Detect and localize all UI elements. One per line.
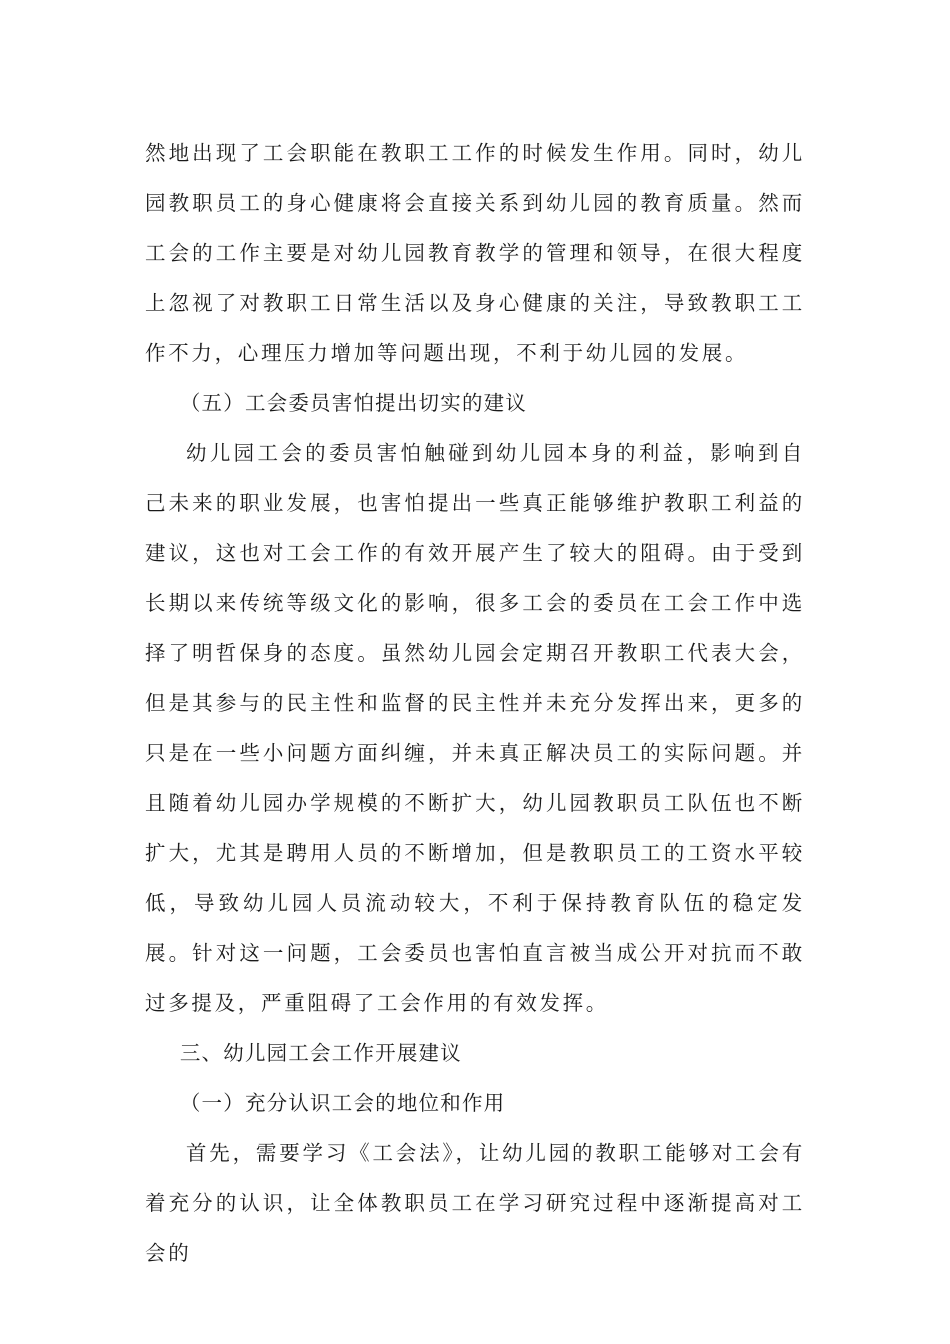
paragraph-continuation: 然地出现了工会职能在教职工工作的时候发生作用。同时，幼儿园教职员工的身心健康将会直接关系到幼儿园的教育质量。然而工会的工作主要是对幼儿园教育教学的管理和领导，在很大程度上忽视了对教职工日常生活以及身心健康的关注，导致教职工工作不力，心理压力增加等问题出现，不利于幼儿园的发展。 xyxy=(145,141,805,365)
paragraph-first-step: 首先，需要学习《工会法》，让幼儿园的教职工能够对工会有着充分的认识，让全体教职员工在学习研究过程中逐渐提高对工会的 xyxy=(145,1141,805,1265)
paragraph-committee-fear: 幼儿园工会的委员害怕触碰到幼儿园本身的利益，影响到自己未来的职业发展，也害怕提出一些真正能够维护教职工利益的建议，这也对工会工作的有效开展产生了较大的阻碍。由于受到长期以来传统等级文化的影响，很多工会的委员在工会工作中选择了明哲保身的态度。虽然幼儿园会定期召开教职工代表大会，但是其参与的民主性和监督的民主性并未充分发挥出来，更多的只是在一些小问题方面纠缠，并未真正解决员工的实际问题。并且随着幼儿园办学规模的不断扩大，幼儿园教职员工队伍也不断扩大，尤其是聘用人员的不断增加，但是教职员工的工资水平较低，导致幼儿园人员流动较大，不利于保持教育队伍的稳定发展。针对这一问题，工会委员也害怕直言被当成公开对抗而不敢过多提及，严重阻碍了工会作用的有效发挥。 xyxy=(145,441,805,1015)
document-body xyxy=(145,128,805,1278)
section-heading-5: （五）工会委员害怕提出切实的建议 xyxy=(179,391,528,415)
chapter-heading-3: 三、幼儿园工会工作开展建议 xyxy=(179,1041,462,1065)
section-heading-1: （一）充分认识工会的地位和作用 xyxy=(179,1091,506,1115)
